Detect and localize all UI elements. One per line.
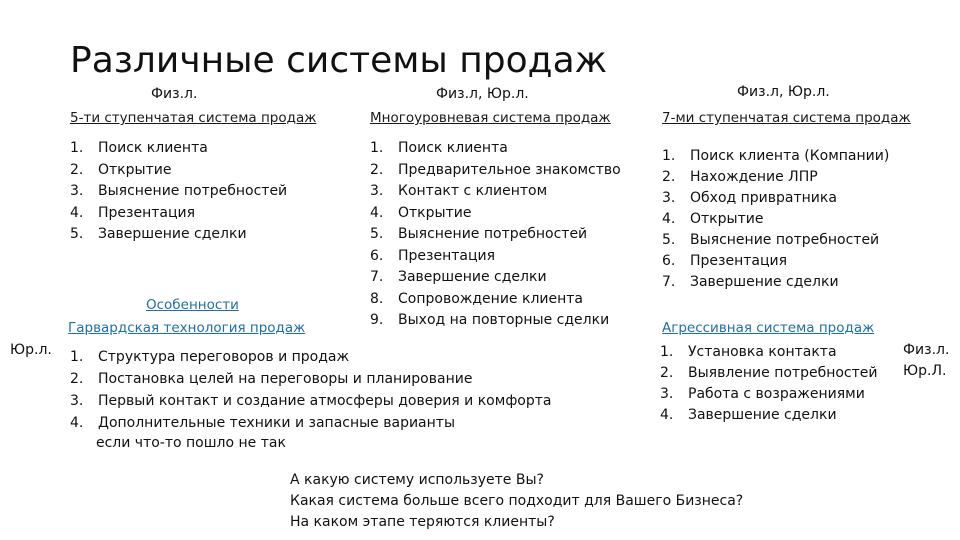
list-item: 6. Презентация	[370, 247, 496, 264]
list-item: 4. Завершение сделки	[660, 407, 837, 423]
harvard-features-label: Особенности	[146, 297, 239, 313]
list-item: 2. Нахождение ЛПР	[662, 169, 818, 185]
aggressive-list	[660, 342, 878, 426]
list-item: 2. Постановка целей на переговоры и планирование	[70, 371, 473, 387]
multilevel-list	[370, 138, 621, 332]
list-item: 1. Поиск клиента	[70, 140, 208, 156]
list-item: 3. Первый контакт и создание атмосферы доверия и комфорта	[70, 393, 552, 409]
list-item: 8. Сопровождение клиента	[370, 290, 583, 307]
seven-step-list	[662, 146, 889, 293]
seven-step-header: 7-ми ступенчатая система продаж	[662, 110, 911, 126]
list-item: 4. Открытие	[370, 204, 472, 221]
list-item: 2. Выявление потребностей	[660, 365, 878, 381]
five-step-header: 5-ти ступенчатая система продаж	[70, 110, 317, 126]
harvard-client-type: Юр.л.	[10, 342, 52, 358]
multilevel-header: Многоуровневая система продаж	[370, 110, 611, 126]
harvard-header: Гарвардская технология продаж	[68, 320, 306, 336]
harvard-list	[70, 346, 551, 434]
multilevel-client-type: Физ.л, Юр.л.	[436, 86, 529, 102]
list-item: 5. Выяснение потребностей	[662, 232, 880, 248]
question-text: Какая система больше всего подходит для Вашего Бизнеса?	[290, 493, 744, 509]
list-item: 4. Дополнительные техники и запасные варианты	[70, 415, 455, 431]
list-item: 3. Работа с возражениями	[660, 386, 865, 402]
aggressive-side-label-2: Юр.Л.	[903, 363, 947, 379]
list-item: 1. Поиск клиента	[370, 140, 508, 156]
question-text: А какую систему используете Вы?	[290, 472, 544, 488]
list-item: 9. Выход на повторные сделки	[370, 312, 610, 328]
list-item: 1. Поиск клиента (Компании)	[662, 148, 890, 164]
question-text: На каком этапе теряются клиенты?	[290, 514, 555, 530]
list-item: 4. Презентация	[70, 204, 196, 221]
list-item: 7. Завершение сделки	[370, 269, 547, 285]
harvard-item4-continuation: если что-то пошло не так	[96, 435, 286, 451]
five-step-client-type: Физ.л.	[151, 86, 198, 102]
list-item: 3. Контакт с клиентом	[370, 183, 548, 199]
five-step-list	[70, 138, 287, 246]
list-item: 3. Выяснение потребностей	[70, 183, 288, 199]
seven-step-client-type: Физ.л, Юр.л.	[737, 84, 830, 100]
list-item: 5. Завершение сделки	[70, 226, 247, 242]
list-item: 1. Установка контакта	[660, 344, 837, 360]
aggressive-header: Агрессивная система продаж	[662, 320, 875, 336]
page-title: Различные системы продаж	[70, 40, 608, 81]
list-item: 2. Предварительное знакомство	[370, 161, 621, 178]
aggressive-side-label-1: Физ.л.	[903, 342, 950, 358]
list-item: 4. Открытие	[662, 211, 764, 227]
list-item: 3. Обход привратника	[662, 190, 837, 206]
list-item: 2. Открытие	[70, 161, 172, 178]
list-item: 1. Структура переговоров и продаж	[70, 349, 350, 365]
list-item: 5. Выяснение потребностей	[370, 226, 588, 242]
list-item: 7. Завершение сделки	[662, 274, 839, 290]
list-item: 6. Презентация	[662, 253, 788, 269]
